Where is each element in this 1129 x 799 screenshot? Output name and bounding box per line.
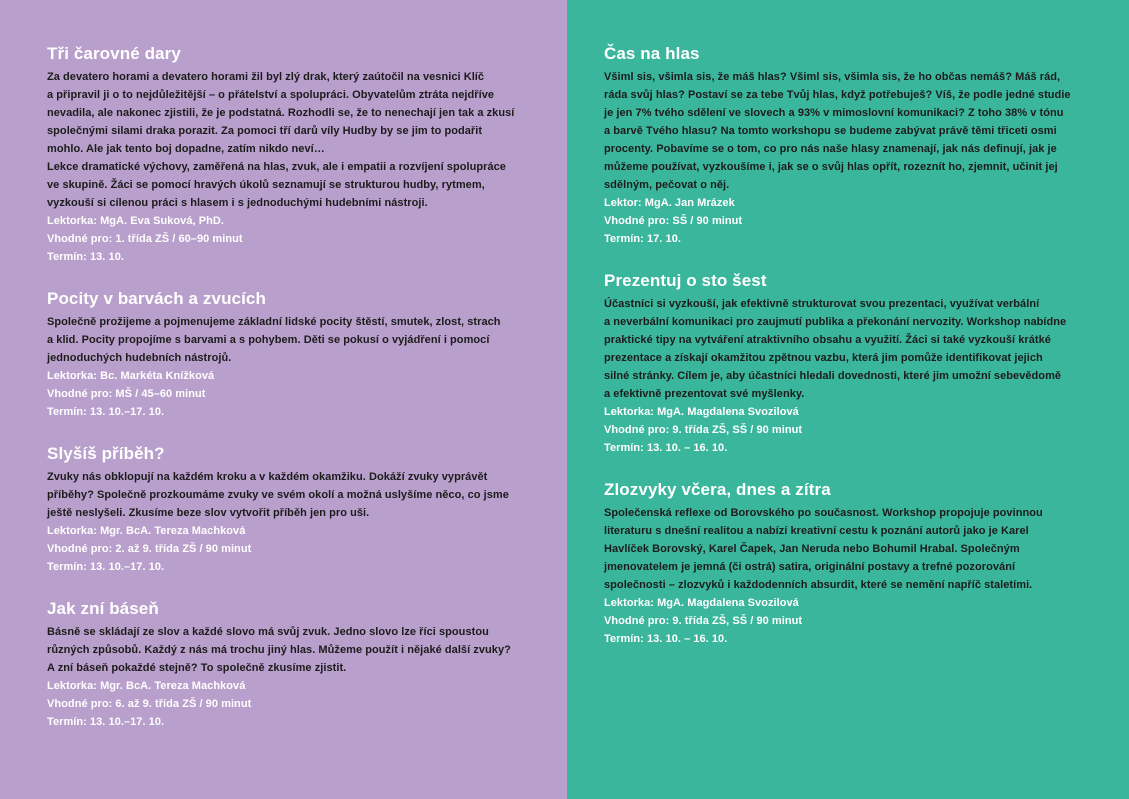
workshop-body bbox=[47, 313, 541, 421]
workshop-title: Pocity v barvách a zvucích bbox=[47, 289, 266, 308]
date-line: Termín: 13. 10. bbox=[47, 251, 124, 263]
description-line: můžeme používat, vyzkoušíme i, jak se o svůj hlas opřít, rozeznít ho, zjemnit, učinit jej bbox=[604, 161, 1058, 173]
description-line: společnosti – zlozvyků i každodenních absurdit, které se nemění napříč staletími. bbox=[604, 579, 1033, 591]
workshop-body bbox=[47, 623, 541, 731]
workshop-section bbox=[604, 271, 1105, 457]
description-line: je jen 7% tvého sdělení ve slovech a 93% v mimoslovní komunikaci? Z toho 38% v tónu bbox=[604, 107, 1064, 119]
date-line: Termín: 13. 10. – 16. 10. bbox=[604, 442, 728, 454]
description-line: literaturu s dnešní realitou a nabízí kreativní cestu k poznání autorů jako je Karel bbox=[604, 525, 1029, 537]
suitable-for-line: Vhodné pro: SŠ / 90 minut bbox=[604, 215, 743, 227]
description-line: Havlíček Borovský, Karel Čapek, Jan Neruda nebo Bohumil Hrabal. Společným bbox=[604, 543, 1020, 555]
workshop-section bbox=[604, 480, 1105, 648]
description-line: ve skupině. Žáci se pomocí hravých úkolů seznamují se strukturou hudby, rytmem, bbox=[47, 179, 485, 191]
description-line: Za devatero horami a devatero horami žil byl zlý drak, který zaútočil na vesnici Klíč bbox=[47, 71, 485, 83]
workshop-title: Jak zní báseň bbox=[47, 599, 159, 618]
workshop-section bbox=[47, 599, 541, 731]
description-line: společnými silami draka porazit. Za pomoci tří darů víly Hudby by se jim to podařit bbox=[47, 125, 483, 137]
description-line: a připravil ji o to nejdůležitější – o přátelství a spolupráci. Obyvatelům ztráta nejdříve bbox=[47, 89, 495, 101]
description-line: prezentace a získají okamžitou zpětnou vazbu, která jim pomůže identifikovat jejich bbox=[604, 352, 1043, 364]
description-line: ráda svůj hlas? Postaví se za tebe Tvůj hlas, když potřebuješ? Víš, že podle jedné studie bbox=[604, 89, 1071, 101]
description-line: nevadila, ale nakonec zjistili, že je podstatná. Rozhodli se, že to nenechají jen tak a zkusí bbox=[47, 107, 515, 119]
lector-line: Lektorka: Mgr. BcA. Tereza Machková bbox=[47, 525, 246, 537]
suitable-for-line: Vhodné pro: 9. třída ZŠ, SŠ / 90 minut bbox=[604, 424, 803, 436]
description-line: A zní báseň pokaždé stejně? To společně zkusíme zjistit. bbox=[47, 662, 347, 674]
description-line: a efektivně prezentovat své myšlenky. bbox=[604, 388, 805, 400]
date-line: Termín: 17. 10. bbox=[604, 233, 681, 245]
description-line: Zvuky nás obklopují na každém kroku a v každém okamžiku. Dokáží zvuky vyprávět bbox=[47, 471, 488, 483]
workshop-section bbox=[47, 44, 541, 266]
description-line: procenty. Pobavíme se o tom, co pro nás naše hlasy znamenají, jak nás definují, jak je bbox=[604, 143, 1057, 155]
lector-line: Lektorka: Mgr. BcA. Tereza Machková bbox=[47, 680, 246, 692]
workshop-section bbox=[47, 289, 541, 421]
description-line: a klid. Pocity propojíme s barvami a s pohybem. Děti se pokusí o vyjádření i pomocí bbox=[47, 334, 490, 346]
suitable-for-line: Vhodné pro: MŠ / 45–60 minut bbox=[47, 388, 206, 400]
workshop-title: Prezentuj o sto šest bbox=[604, 271, 767, 290]
workshop-title: Slyšíš příběh? bbox=[47, 444, 165, 463]
workshop-body bbox=[604, 295, 1105, 457]
description-line: a barvě Tvého hlasu? Na tomto workshopu se budeme zabývat právě těmi třiceti osmi bbox=[604, 125, 1057, 137]
date-line: Termín: 13. 10.–17. 10. bbox=[47, 406, 165, 418]
date-line: Termín: 13. 10.–17. 10. bbox=[47, 716, 165, 728]
right-column bbox=[567, 0, 1129, 799]
description-line: ještě neslyšeli. Zkusíme beze slov vytvořit příběh jen pro uši. bbox=[47, 507, 370, 519]
description-line: silné stránky. Cílem je, aby účastníci hledali dovednosti, které jim umožní sebevědomě bbox=[604, 370, 1062, 382]
description-line: jmenovatelem je jemná (či ostrá) satira, originální postavy a trefné pozorování bbox=[604, 561, 1016, 573]
suitable-for-line: Vhodné pro: 9. třída ZŠ, SŠ / 90 minut bbox=[604, 615, 803, 627]
lector-line: Lektorka: MgA. Magdalena Svozilová bbox=[604, 406, 799, 418]
suitable-for-line: Vhodné pro: 1. třída ZŠ / 60–90 minut bbox=[47, 233, 243, 245]
description-line: a neverbální komunikaci pro zaujmutí publika a překonání nervozity. Workshop nabídne bbox=[604, 316, 1067, 328]
workshop-body bbox=[47, 468, 541, 576]
description-line: sdělným, pečovat o něj. bbox=[604, 179, 730, 191]
date-line: Termín: 13. 10.–17. 10. bbox=[47, 561, 165, 573]
workshop-body bbox=[47, 68, 541, 266]
lector-line: Lektorka: Bc. Markéta Knížková bbox=[47, 370, 215, 382]
date-line: Termín: 13. 10. – 16. 10. bbox=[604, 633, 728, 645]
description-line: praktické tipy na vytváření atraktivního obsahu a využití. Žáci si také vyzkouší krátké bbox=[604, 334, 1051, 346]
description-line: Básně se skládají ze slov a každé slovo má svůj zvuk. Jedno slovo lze říci spoustou bbox=[47, 626, 489, 638]
workshop-title: Čas na hlas bbox=[604, 44, 700, 63]
description-line: různých způsobů. Každý z nás má trochu jiný hlas. Můžeme použít i nějaké další zvuky? bbox=[47, 644, 511, 656]
suitable-for-line: Vhodné pro: 2. až 9. třída ZŠ / 90 minut bbox=[47, 543, 252, 555]
lector-line: Lektorka: MgA. Magdalena Svozilová bbox=[604, 597, 799, 609]
workshop-title: Zlozvyky včera, dnes a zítra bbox=[604, 480, 831, 499]
description-line: Lekce dramatické výchovy, zaměřená na hlas, zvuk, ale i empatii a rozvíjení spolupráce bbox=[47, 161, 506, 173]
description-line: Společenská reflexe od Borovského po současnost. Workshop propojuje povinnou bbox=[604, 507, 1043, 519]
description-line: příběhy? Společně prozkoumáme zvuky ve svém okolí a možná uslyšíme něco, co jsme bbox=[47, 489, 509, 501]
suitable-for-line: Vhodné pro: 6. až 9. třída ZŠ / 90 minut bbox=[47, 698, 252, 710]
description-line: Účastníci si vyzkouší, jak efektivně strukturovat svou prezentaci, využívat verbální bbox=[604, 298, 1040, 310]
description-line: vyzkouší si cílenou práci s hlasem i s jednoduchými hudebními nástroji. bbox=[47, 197, 428, 209]
lector-line: Lektorka: MgA. Eva Suková, PhD. bbox=[47, 215, 224, 227]
description-line: mohlo. Ale jak tento boj dopadne, zatím nikdo neví… bbox=[47, 143, 325, 155]
workshop-title: Tři čarovné dary bbox=[47, 44, 181, 63]
workshop-section bbox=[604, 44, 1105, 248]
workshop-section bbox=[47, 444, 541, 576]
description-line: jednoduchých hudebních nástrojů. bbox=[47, 352, 232, 364]
workshop-body bbox=[604, 504, 1105, 648]
description-line: Všiml sis, všimla sis, že máš hlas? Všiml sis, všimla sis, že ho občas nemáš? Máš rád, bbox=[604, 71, 1061, 83]
workshop-body bbox=[604, 68, 1105, 248]
lector-line: Lektor: MgA. Jan Mrázek bbox=[604, 197, 735, 209]
description-line: Společně prožijeme a pojmenujeme základní lidské pocity štěstí, smutek, zlost, strach bbox=[47, 316, 501, 328]
